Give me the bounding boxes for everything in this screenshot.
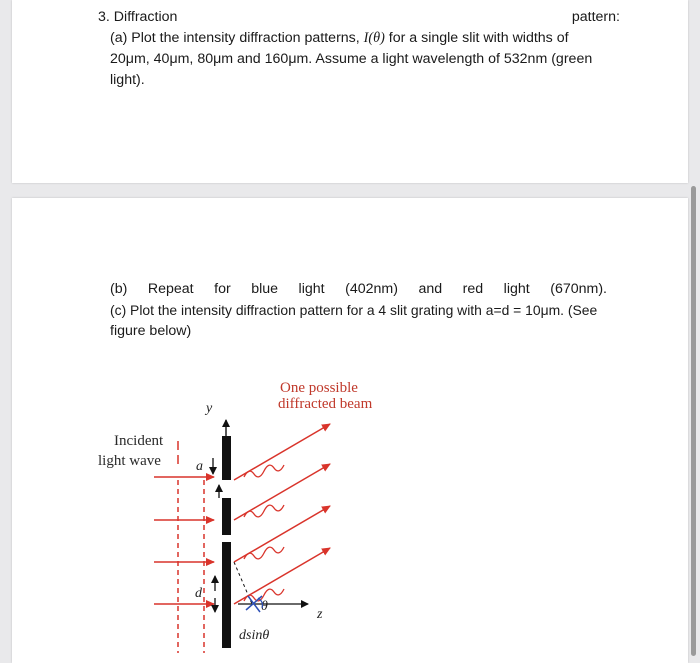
- grating-bar: [222, 542, 231, 578]
- part-a-math: I(θ): [363, 30, 385, 46]
- slit-width-label: a: [196, 459, 203, 474]
- question-title-right: pattern:: [571, 9, 620, 25]
- part-c-line1: (c) Plot the intensity diffraction pattern for a 4 slit grating with a=d = 10μm. (See: [110, 302, 598, 318]
- question-heading: [98, 8, 177, 26]
- dsin-label: dsinθ: [239, 628, 270, 643]
- part-b-word: for: [214, 281, 231, 297]
- theta-label: θ: [261, 599, 268, 614]
- part-a-line1: [110, 29, 569, 47]
- part-b-word: Repeat: [147, 281, 194, 297]
- part-b-word: light: [298, 281, 325, 297]
- grating-bar: [222, 618, 231, 648]
- part-a-line1-pre: (a) Plot the intensity diffraction patterns,: [110, 30, 364, 46]
- question-title-left: Diffraction: [113, 9, 178, 25]
- part-b-word: blue: [251, 281, 279, 297]
- part-b-word: and: [418, 281, 443, 297]
- part-b-word: (402nm): [345, 281, 398, 297]
- grating-figure: [12, 198, 688, 663]
- scrollbar[interactable]: [691, 186, 696, 656]
- axis-y-label: y: [206, 401, 213, 416]
- axis-z-label: z: [317, 607, 323, 622]
- grating-bar: [222, 578, 231, 618]
- wave-squiggle: [244, 465, 284, 477]
- part-a-line3: light).: [110, 72, 145, 88]
- part-a-line1-post: for a single slit with widths of: [384, 30, 569, 46]
- part-b-word: (670nm).: [550, 281, 607, 297]
- part-b-word: red: [462, 281, 484, 297]
- question-card-top: [12, 0, 688, 183]
- part-b-word: light: [503, 281, 530, 297]
- wave-squiggle: [244, 547, 284, 559]
- label-incident: Incident: [114, 433, 164, 449]
- grating-bar: [222, 498, 231, 535]
- grating-bar: [222, 436, 231, 480]
- part-b-word: (b): [110, 281, 128, 297]
- wave-squiggle: [244, 505, 284, 517]
- question-card-bottom: [12, 198, 688, 663]
- question-title-line: [98, 8, 620, 26]
- slit-spacing-label: d: [195, 586, 202, 601]
- part-c-line2: figure below): [110, 323, 192, 339]
- part-a-line2: 20μm, 40μm, 80μm and 160μm. Assume a light wavelength of 532nm (green: [110, 51, 593, 67]
- question-number: 3.: [98, 9, 110, 25]
- label-one-possible: One possible: [280, 380, 358, 396]
- label-diffracted-beam: diffracted beam: [278, 396, 373, 412]
- label-light-wave: light wave: [98, 453, 161, 469]
